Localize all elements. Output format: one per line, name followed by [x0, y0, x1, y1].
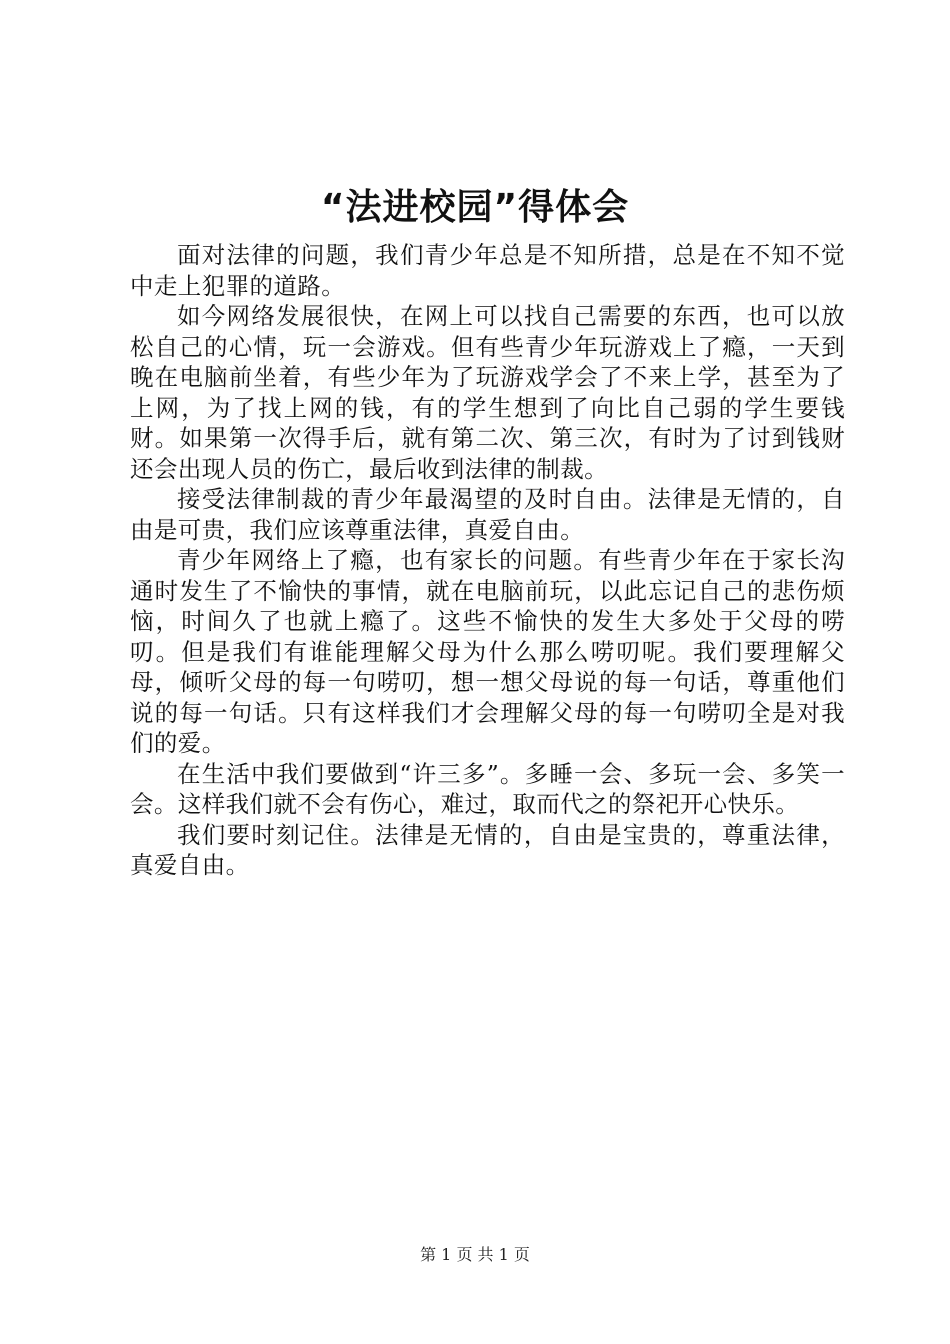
document-body — [130, 240, 845, 881]
paragraph: 如今网络发展很快，在网上可以找自己需要的东西，也可以放松自己的心情，玩一会游戏。但有些青少年玩游戏上了瘾，一天到晚在电脑前坐着，有些少年为了玩游戏学会了不来上学，甚至为了上网，为了找上网的钱，有的学生想到了向比自己弱的学生要钱财。如果第一次得手后，就有第二次、第三次，有时为了讨到钱财还会出现人员的伤亡，最后收到法律的制裁。 — [130, 302, 845, 483]
document-title: “法进校园”得体会 — [320, 187, 630, 228]
paragraph: 接受法律制裁的青少年最渴望的及时自由。法律是无情的，自由是可贵，我们应该尊重法律，真爱自由。 — [130, 485, 845, 544]
page-footer: 第 1 页 共 1 页 — [420, 1245, 530, 1264]
paragraph: 面对法律的问题，我们青少年总是不知所措，总是在不知不觉中走上犯罪的道路。 — [130, 241, 845, 300]
paragraph: 在生活中我们要做到“许三多”。多睡一会、多玩一会、多笑一会。这样我们就不会有伤心，难过，取而代之的祭祀开心快乐。 — [130, 759, 845, 818]
paragraph: 我们要时刻记住。法律是无情的，自由是宝贵的，尊重法律，真爱自由。 — [130, 820, 845, 879]
paragraph: 青少年网络上了瘾，也有家长的问题。有些青少年在于家长沟通时发生了不愉快的事情，就在电脑前玩，以此忘记自己的悲伤烦恼，时间久了也就上瘾了。这些不愉快的发生大多处于父母的唠叨。但是我们有谁能理解父母为什么那么唠叨呢。我们要理解父母，倾听父母的每一句唠叨，想一想父母说的每一句话，尊重他们说的每一句话。只有这样我们才会理解父母的每一句唠叨全是对我们的爱。 — [130, 546, 845, 757]
